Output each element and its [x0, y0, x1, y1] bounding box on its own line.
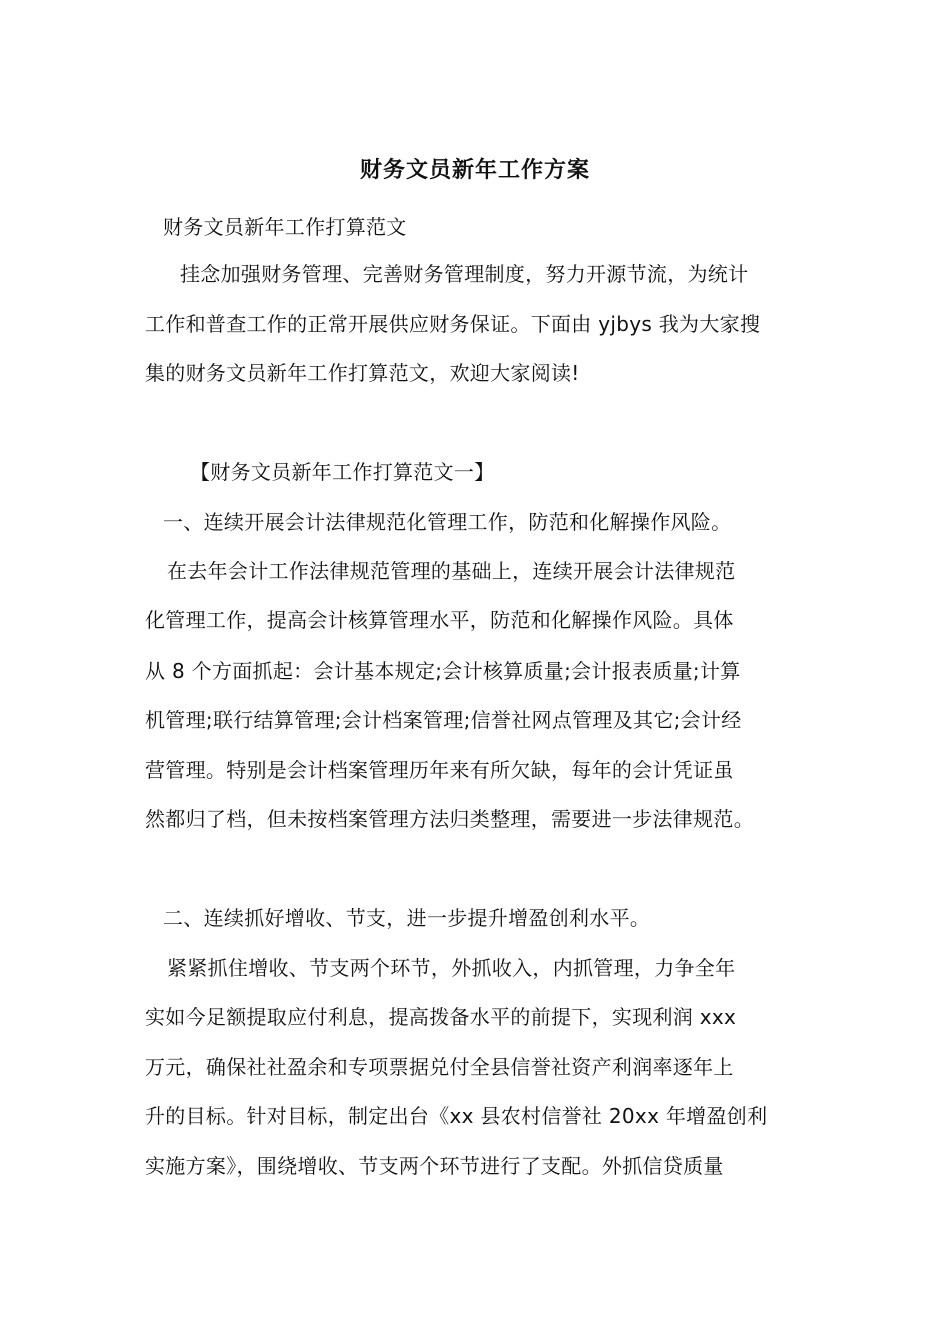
paragraph-line: 万元，确保社社盈余和专项票据兑付全县信誉社资产利润率逐年上 [145, 1055, 734, 1079]
paragraph-line: 从 8 个方面抓起：会计基本规定;会计核算质量;会计报表质量;计算 [145, 659, 741, 683]
document-title: 财务文员新年工作方案 [359, 158, 590, 183]
section-heading: 【财务文员新年工作打算范文一】 [190, 460, 495, 484]
paragraph-line: 集的财务文员新年工作打算范文，欢迎大家阅读! [145, 361, 580, 385]
paragraph-line: 化管理工作，提高会计核算管理水平，防范和化解操作风险。具体 [145, 608, 734, 632]
paragraph-line: 工作和普查工作的正常开展供应财务保证。下面由 yjbys 我为大家搜 [145, 312, 761, 336]
paragraph-line: 升的目标。针对目标，制定出台《xx 县农村信誉社 20xx 年增盈创利 [145, 1104, 768, 1128]
paragraph-line: 挂念加强财务管理、完善财务管理制度，努力开源节流，为统计 [180, 262, 749, 286]
paragraph-line: 实如今足额提取应付利息，提高拨备水平的前提下，实现利润 xxx [145, 1005, 737, 1029]
subtitle-line: 财务文员新年工作打算范文 [163, 215, 407, 239]
paragraph-line: 在去年会计工作法律规范管理的基础上，连续开展会计法律规范 [167, 559, 736, 583]
section-heading: 一、连续开展会计法律规范化管理工作，防范和化解操作风险。 [163, 510, 732, 534]
paragraph-line: 营管理。特别是会计档案管理历年来有所欠缺，每年的会计凭证虽 [145, 758, 734, 782]
paragraph-line: 紧紧抓住增收、节支两个环节，外抓收入，内抓管理，力争全年 [167, 956, 736, 980]
paragraph-line: 机管理;联行结算管理;会计档案管理;信誉社网点管理及其它;会计经 [145, 708, 742, 732]
section-heading: 二、连续抓好增收、节支，进一步提升增盈创利水平。 [163, 906, 651, 930]
paragraph-line: 实施方案》，围绕增收、节支两个环节进行了支配。外抓信贷质量 [145, 1154, 724, 1178]
paragraph-line: 然都归了档，但未按档案管理方法归类整理，需要进一步法律规范。 [145, 807, 754, 831]
